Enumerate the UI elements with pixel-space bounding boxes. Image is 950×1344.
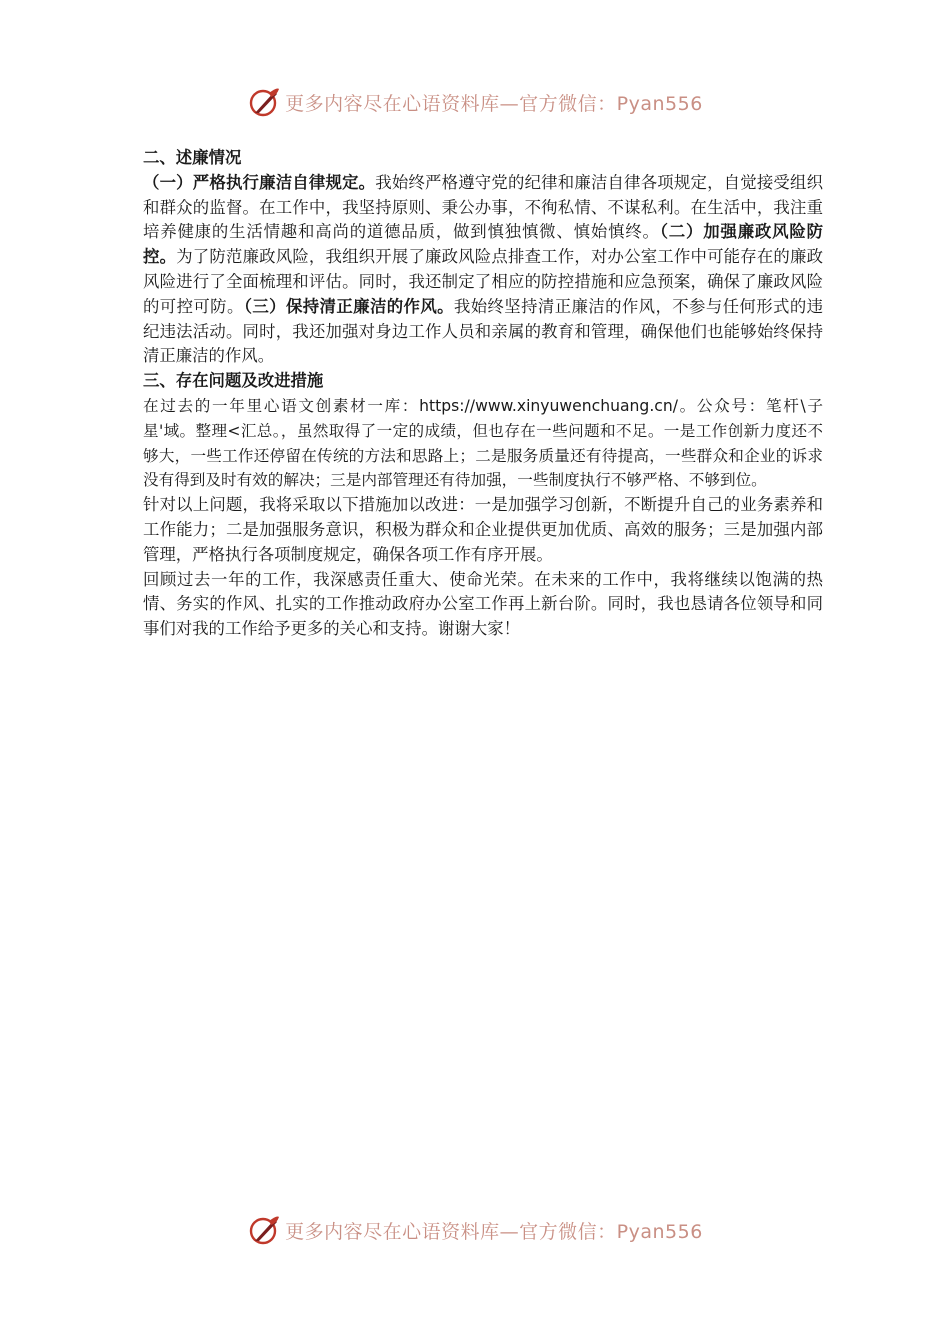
- banner-text: [285, 89, 703, 116]
- paragraph: [143, 171, 823, 369]
- subheading: （二）加强廉政风险防控。: [143, 222, 823, 267]
- banner-label: 更多内容尽在心语资料库—官方微信：: [285, 1220, 617, 1243]
- paragraph-text: 我始终严格遵守党的纪律和廉洁自律各项规定，自觉接受组织和群众的监督。在工作中，我坚持原则、秉公办事，不徇私情、不谋私利。在生活中，我注重培养健康的生活情趣和高尚的道德品质，做到慎独慎微、慎始慎终。: [143, 172, 824, 242]
- wechat-id: Pyan556: [616, 1220, 703, 1243]
- header-banner: [0, 82, 950, 122]
- subheading: （三）保持清正廉洁的作风。: [243, 296, 454, 316]
- quill-logo-icon: [247, 1213, 281, 1247]
- paragraph: 在过去的一年里心语文创素材一库：https://www.xinyuwenchuang.cn/。公众号：笔杆\子星'域。整理<汇总。，虽然取得了一定的成绩，但也存在一些问题和不足。一是工作创新力度还不够大，一些工作还停留在传统的方法和思路上；二是服务质量还有待提高，一些群众和企业的诉求没有得到及时有效的解决；三是内部管理还有待加强，一些制度执行不够严格、不够到位。: [143, 396, 823, 490]
- footer-banner: [0, 1210, 950, 1250]
- banner-label: 更多内容尽在心语资料库—官方微信：: [285, 92, 617, 115]
- paragraph: 回顾过去一年的工作，我深感责任重大、使命光荣。在未来的工作中，我将继续以饱满的热情、务实的作风、扎实的工作推动政府办公室工作再上新台阶。同时，我也恳请各位领导和同事们对我的工作给予更多的关心和支持。谢谢大家！: [143, 569, 823, 639]
- document-body: [143, 146, 823, 642]
- subheading: （一）严格执行廉洁自律规定。: [143, 172, 376, 192]
- section-heading: 三、存在问题及改进措施: [143, 371, 324, 391]
- paragraph-text: 为了防范廉政风险，我组织开展了廉政风险点排查工作，对办公室工作中可能存在的廉政风险进行了全面梳理和评估。同时，我还制定了相应的防控措施和应急预案，确保了廉政风险的可控可防。: [143, 247, 824, 316]
- banner-text: [285, 1217, 703, 1244]
- wechat-id: Pyan556: [616, 92, 703, 115]
- paragraph-text: 我始终坚持清正廉洁的作风，不参与任何形式的违纪违法活动。同时，我还加强对身边工作人员和亲属的教育和管理，确保他们也能够始终保持清正廉洁的作风。: [143, 296, 824, 366]
- quill-logo-icon: [247, 85, 281, 119]
- paragraph: 针对以上问题，我将采取以下措施加以改进：一是加强学习创新，不断提升自己的业务素养和工作能力；二是加强服务意识，积极为群众和企业提供更加优质、高效的服务；三是加强内部管理，严格执行各项制度规定，确保各项工作有序开展。: [143, 495, 823, 564]
- section-heading: 二、述廉情况: [143, 148, 242, 167]
